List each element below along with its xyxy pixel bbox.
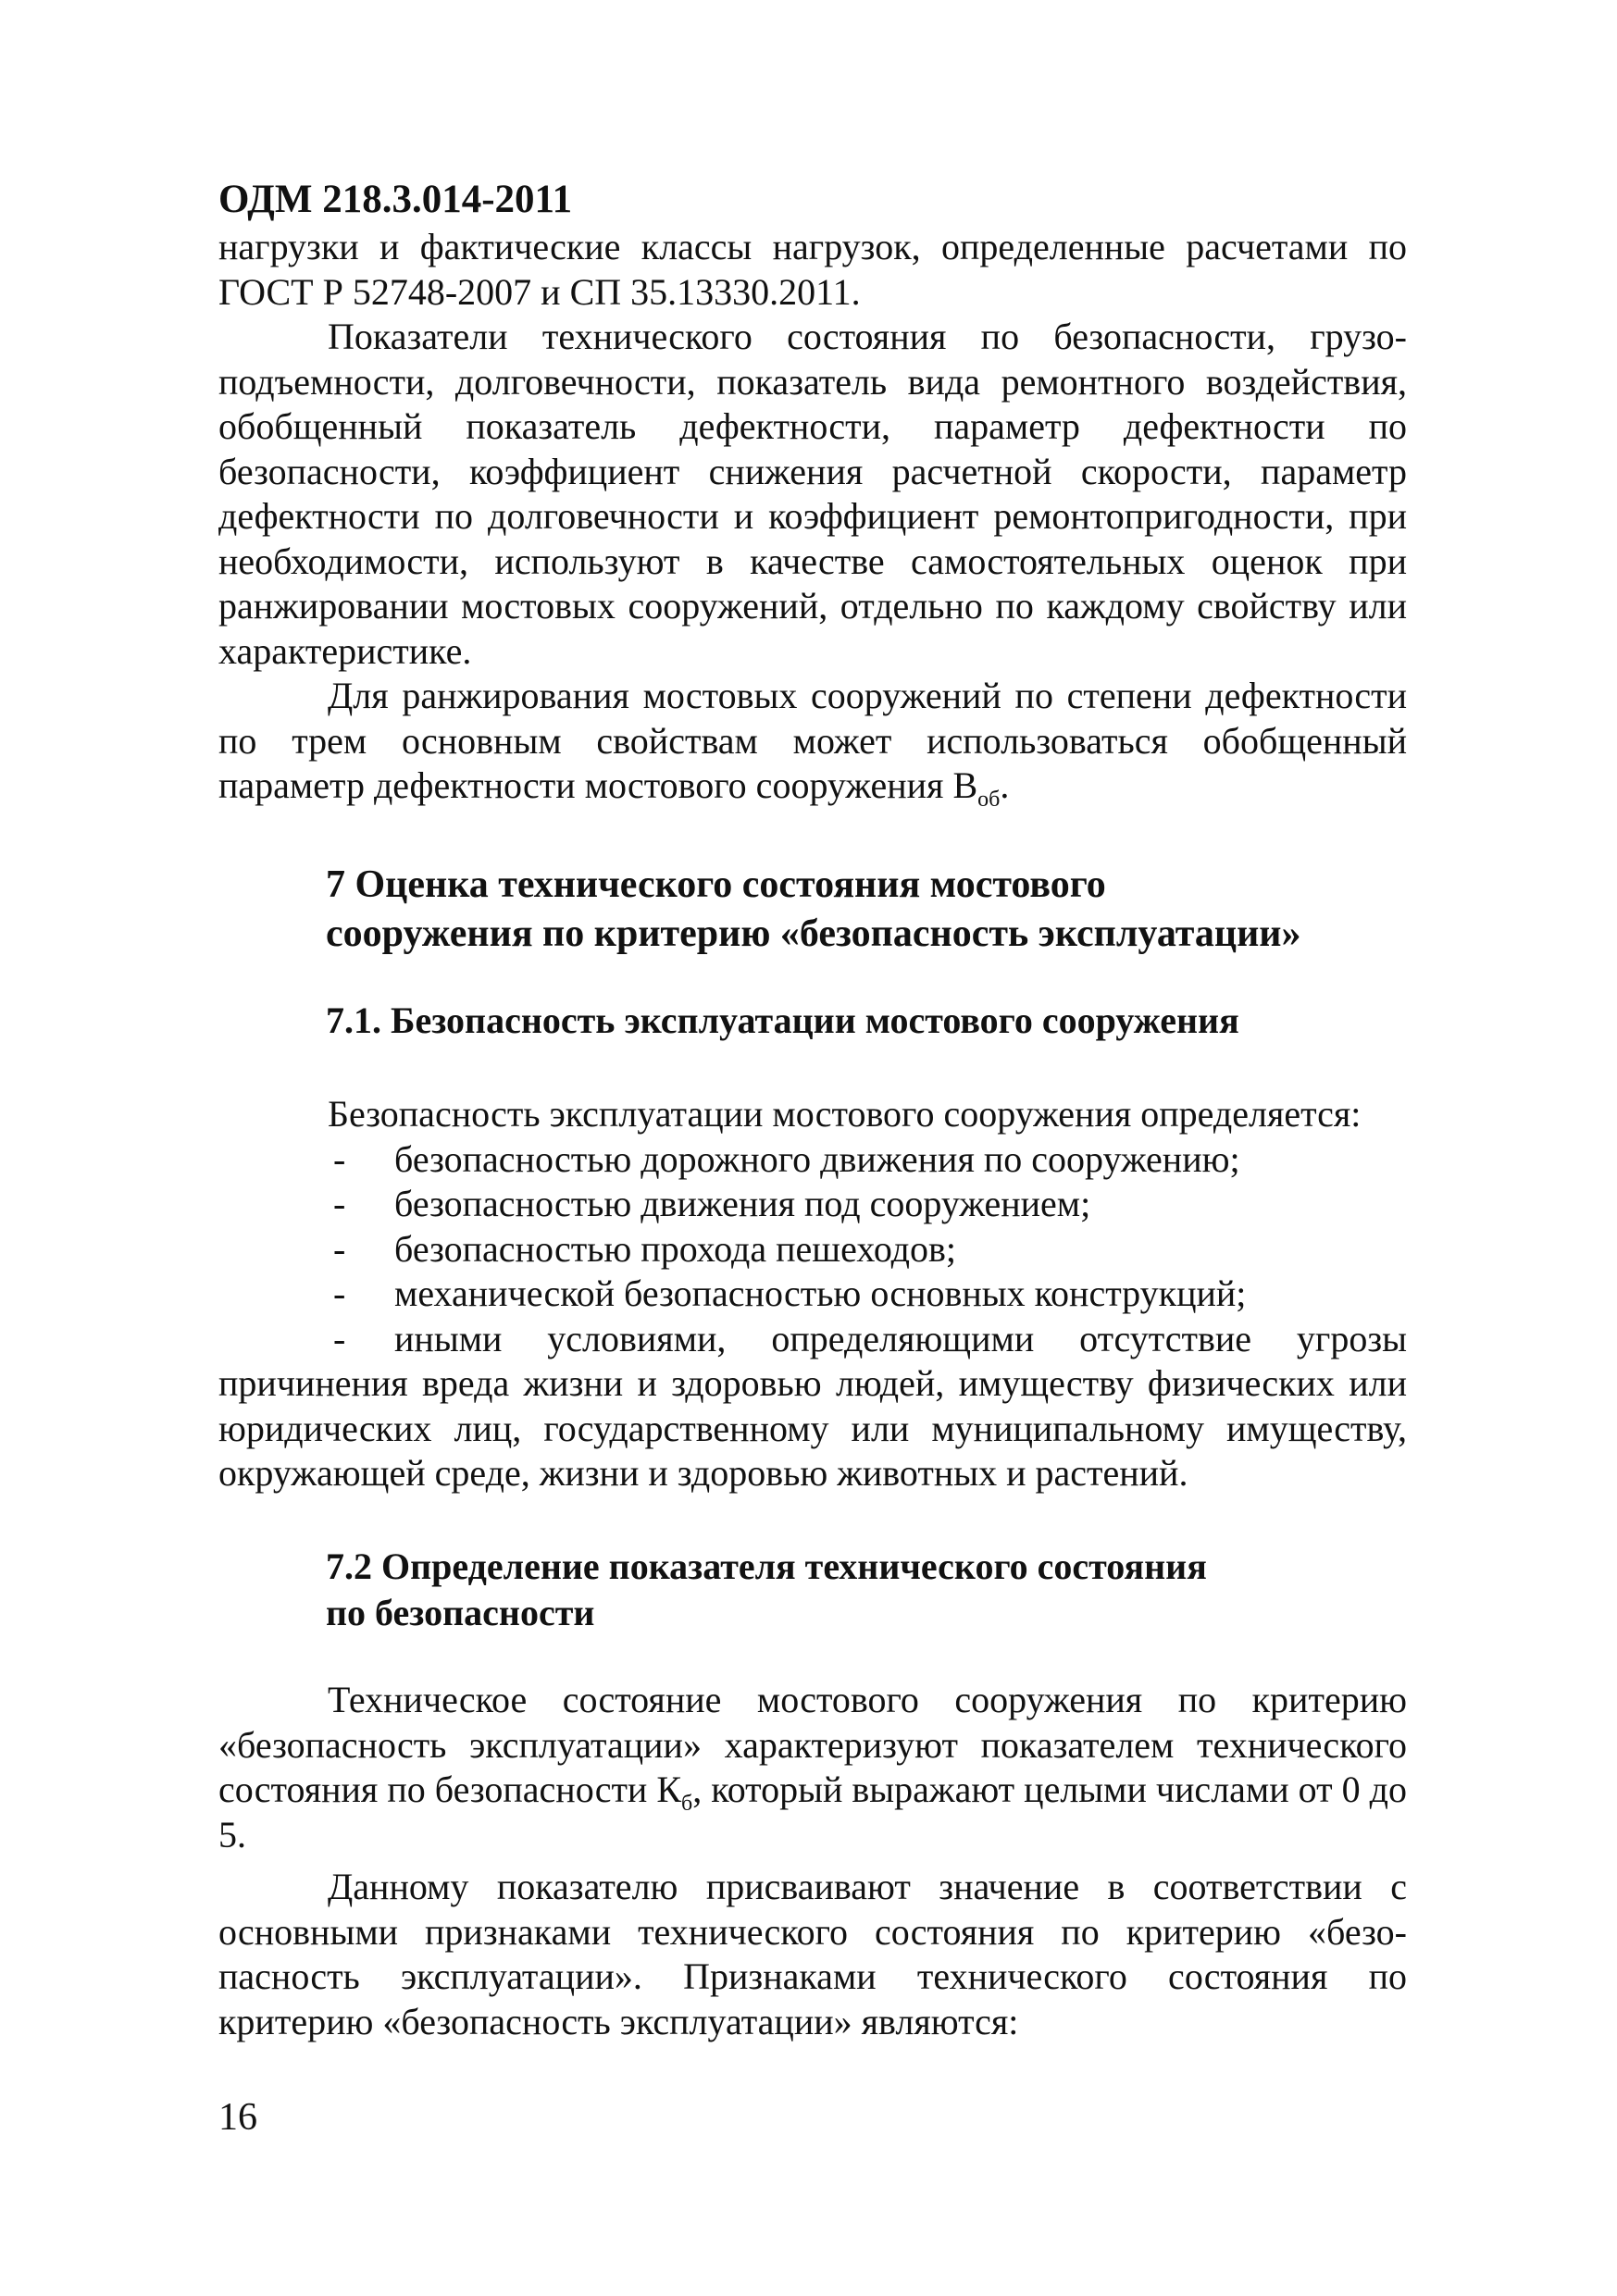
section-7-heading-line2: сооружения по критерию «безопасность эксплуатации»: [326, 912, 1301, 955]
list-dash: -: [333, 1317, 346, 1359]
list-item-text: безопасностью дорожного движения по сооружению;: [394, 1137, 1240, 1180]
ranking-paragraph: [218, 674, 1407, 812]
ranking-text: Для ранжирования мостовых сооружений по степени дефектности по трем основным свойствам может использоваться обобщенный параметр дефектности мостового сооружения В: [218, 675, 1407, 806]
condition-end: , который выражают целыми числами от 0 до 5.: [218, 1769, 1407, 1855]
list-intro: Безопасность эксплуатации мостового сооружения определяется:: [328, 1093, 1362, 1135]
list-item: [218, 1137, 1407, 1183]
indicators-paragraph: Показатели технического состояния по безопасности, грузо-подъемности, долговечности, показатель вида ремонтного воздействия, обобщенный показатель дефектности, параметр дефектности по безопасности, коэффициент снижения расчетной скорости, параметр дефектности по долговечности и коэффициент ремонтопригодности, при необходимости, используют в качестве самостоятельных оценок при ранжировании мостовых сооружений, отдельно по каждому свойству или характеристике.: [218, 316, 1407, 672]
list-item-text: механической безопасностью основных конструкций;: [394, 1272, 1247, 1314]
safety-conditions-list: [218, 1092, 1407, 1496]
section-7-2-heading-line1: 7.2 Определение показателя технического состояния: [326, 1545, 1207, 1587]
ranking-subscript: об: [977, 788, 1001, 812]
condition-paragraph: [218, 1678, 1407, 1857]
section-7-2-heading: [326, 1544, 1437, 1636]
list-item-text: безопасностью прохода пешеходов;: [394, 1227, 957, 1270]
section-7-1-heading: 7.1. Безопасность эксплуатации мостового сооружения: [326, 999, 1239, 1041]
list-dash: -: [333, 1137, 346, 1180]
signs-paragraph: Данному показателю присваивают значение в соответствии с основными признаками технического состояния по критерию «безо-пасность эксплуатации». Признаками технического состояния по критерию «безопасность эксплуатации» являются:: [218, 1866, 1407, 2042]
list-item: [218, 1227, 1407, 1272]
section-7-heading: [326, 861, 1437, 959]
document-code: ОДМ 218.3.014-2011: [218, 178, 573, 221]
list-item-text: безопасностью движения под сооружением;: [394, 1183, 1091, 1224]
list-item-text: иными условиями, определяющими отсутствие угрозы причинения вреда жизни и здоровью людей, имуществу физических или юридических лиц, государственному или муниципальному имуществу, окружающей среде, жизни и здоровью животных и растений.: [218, 1317, 1407, 1494]
continuation-paragraph: нагрузки и фактические классы нагрузок, определенные расчетами по ГОСТ Р 52748-2007 и СП 35.13330.2011.: [218, 226, 1407, 313]
list-item: [218, 1182, 1407, 1227]
section-7-heading-line1: 7 Оценка технического состояния мостового: [326, 863, 1106, 906]
condition-text: Техническое состояние мостового сооружения по критерию «безопасность эксплуатации» характеризуют показателем технического состояния по безопасности К: [218, 1679, 1407, 1810]
intro-block: [218, 225, 1407, 812]
condition-subscript: б: [681, 1792, 693, 1816]
section-7-2-body: [218, 1678, 1407, 2044]
page-number: 16: [218, 2096, 257, 2139]
list-dash: -: [333, 1183, 346, 1224]
ranking-end: .: [1000, 764, 1010, 806]
list-dash: -: [333, 1227, 346, 1270]
list-item-last: [218, 1317, 1407, 1496]
list-item: [218, 1272, 1407, 1317]
section-7-2-heading-line2: по безопасности: [326, 1592, 595, 1633]
list-dash: -: [333, 1272, 346, 1314]
